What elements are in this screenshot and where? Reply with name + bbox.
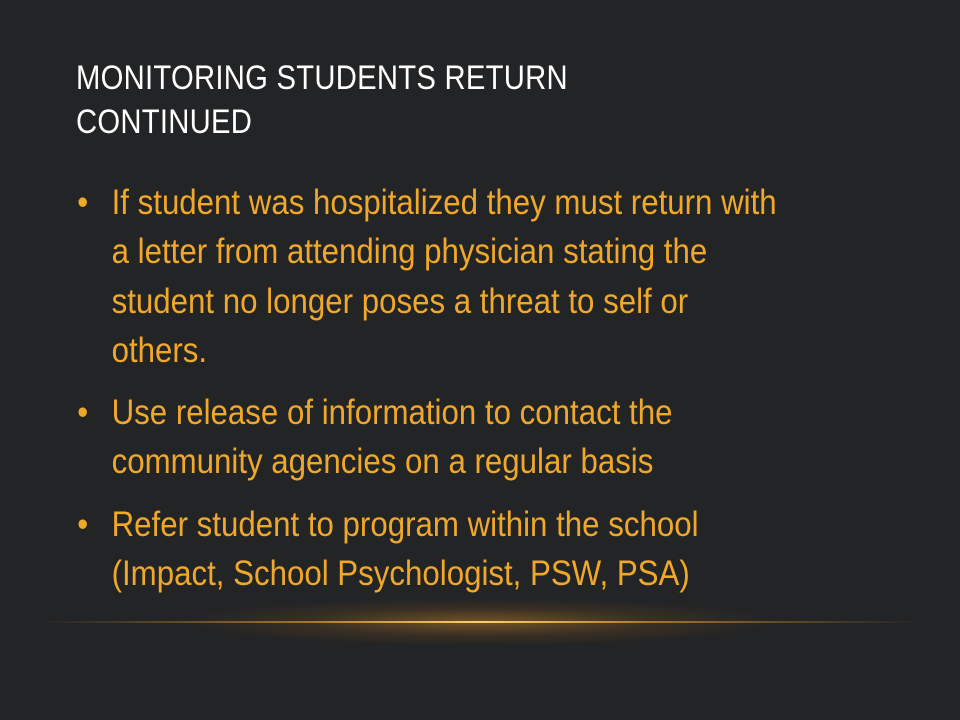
slide-title-line-2: CONTINUED — [76, 103, 253, 141]
bullet-dot-icon: • — [77, 503, 89, 544]
bullet-text — [112, 388, 864, 487]
bullet-line: (Impact, School Psychologist, PSW, PSA) — [111, 553, 690, 594]
bullet-line: student no longer poses a threat to self or — [111, 280, 689, 321]
bullet-list — [72, 178, 864, 611]
slide-title — [76, 56, 781, 144]
bullet-line: others. — [111, 329, 208, 370]
bullet-line: a letter from attending physician stating the — [111, 231, 708, 272]
bullet-line: If student was hospitalized they must return with — [111, 182, 777, 222]
slide-title-line-1: MONITORING STUDENTS RETURN — [76, 59, 568, 97]
bullet-dot-icon: • — [77, 392, 89, 433]
bullet-line: Use release of information to contact the — [111, 392, 673, 433]
bullet-line: Refer student to program within the school — [111, 503, 699, 544]
bullet-dot-icon: • — [77, 182, 89, 222]
bullet-item-release-of-information — [72, 388, 864, 487]
bullet-text — [112, 500, 864, 599]
bullet-item-hospitalized — [72, 178, 864, 375]
bullet-item-refer-student — [72, 500, 864, 599]
bullet-text — [112, 178, 864, 375]
glow-line-divider — [40, 621, 920, 623]
bullet-line: community agencies on a regular basis — [111, 441, 654, 482]
